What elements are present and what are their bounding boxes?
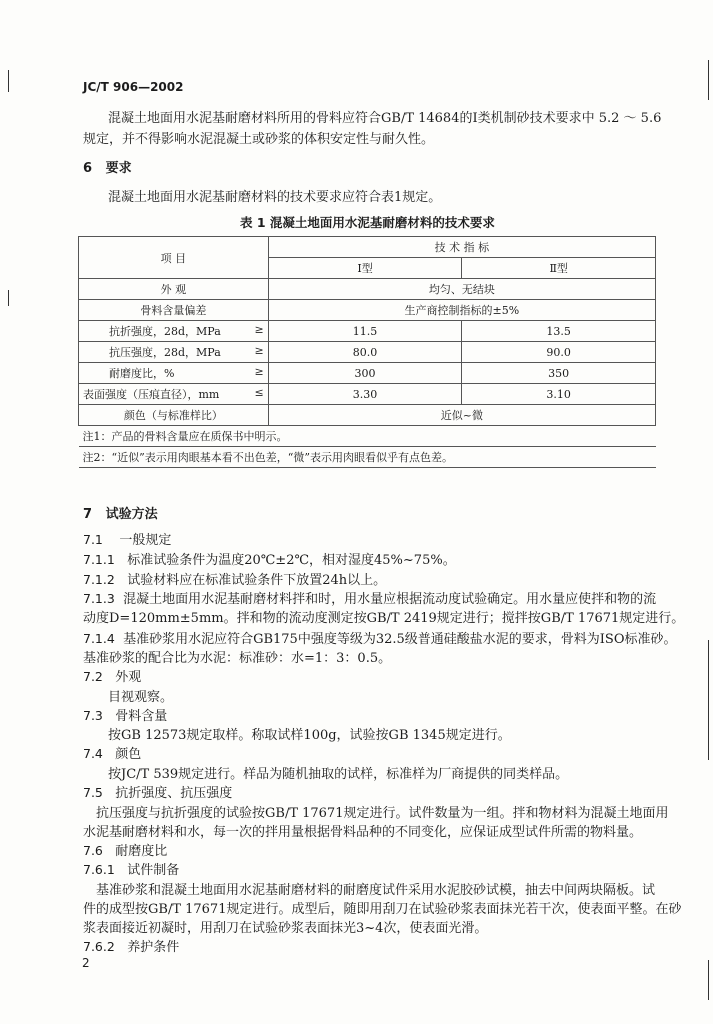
row-item <box>79 342 269 363</box>
clause-number: 7.5 <box>83 785 103 800</box>
clause-line <box>83 569 386 588</box>
table-row <box>79 363 656 384</box>
clause-number: 7.6.2 <box>83 939 115 954</box>
table-row <box>79 279 656 300</box>
section-6-number: 6 <box>83 161 93 176</box>
clause-line <box>83 549 456 568</box>
clause-line <box>96 879 655 898</box>
clause-line <box>83 840 167 859</box>
clause-text: 按JC/T 539规定进行。样品为随机抽取的试样，标准样为厂商提供的同类样品。 <box>108 767 569 782</box>
clause-text: 按GB 12573规定取样。称取试样100g，试验按GB 1345规定进行。 <box>108 728 511 743</box>
section-7-number: 7 <box>83 507 93 522</box>
standard-header: JC/T 906—2002 <box>83 80 184 94</box>
clause-text: 水泥基耐磨材料和水，每一次的拌用量根据骨料品种的不同变化，应保证成型试件所需的物料量。 <box>83 825 643 840</box>
clause-text: 基准砂浆的配合比为水泥：标准砂：水=1：3：0.5。 <box>83 651 392 666</box>
table-caption: 表 1 混凝土地面用水泥基耐磨材料的技术要求 <box>240 215 495 230</box>
clause-text: 养护条件 <box>127 940 180 955</box>
clause-text: 试件制备 <box>127 863 180 878</box>
table-note-1: 注1：产品的骨料含量应在质保书中明示。 <box>79 426 656 447</box>
row-item <box>79 363 269 384</box>
clause-number: 7.1.3 <box>83 591 115 606</box>
table-header-item: 项 目 <box>79 237 269 279</box>
section-6-text: 混凝土地面用水泥基耐磨材料的技术要求应符合表1规定。 <box>108 190 442 205</box>
row-item <box>79 321 269 342</box>
row-value-type2: 350 <box>462 363 656 384</box>
table-row <box>79 300 656 321</box>
clause-line <box>108 763 568 782</box>
clause-line <box>83 666 141 685</box>
clause-line <box>96 802 668 821</box>
clause-line <box>108 724 511 743</box>
row-value: 均匀、无结块 <box>268 279 655 300</box>
clause-text: 混凝土地面用水泥基耐磨材料拌和时，用水量应根据流动度试验确定。用水量应使拌和物的流 <box>123 592 657 607</box>
row-item-sym: ≥ <box>254 344 264 357</box>
clause-line <box>108 686 173 705</box>
clause-line <box>83 782 232 801</box>
section-6-heading <box>83 157 132 176</box>
table-note-2: 注2：“近似”表示用肉眼基本看不出色差，“微”表示用肉眼看似乎有点色差。 <box>79 447 656 468</box>
clause-line <box>83 743 141 762</box>
row-item: 骨料含量偏差 <box>79 300 269 321</box>
row-item-sym: ≥ <box>254 365 264 378</box>
spec-table <box>78 236 656 468</box>
section-7-heading <box>83 503 158 522</box>
table-header-type2: Ⅱ型 <box>462 258 656 279</box>
clause-line <box>83 705 167 724</box>
clause-text: 标准试验条件为温度20℃±2℃，相对湿度45%~75%。 <box>127 553 456 568</box>
table-row <box>79 342 656 363</box>
row-item: 颜色（与标准样比） <box>79 405 269 426</box>
row-value-type2: 90.0 <box>462 342 656 363</box>
clause-text: 目视观察。 <box>108 690 174 705</box>
clause-line <box>83 607 684 626</box>
clause-line <box>83 821 642 840</box>
row-value-type1: 3.30 <box>268 384 462 405</box>
row-item-text: 抗压强度，28d，MPa <box>109 346 221 359</box>
row-value-type1: 80.0 <box>268 342 462 363</box>
clause-text: 颜色 <box>115 747 142 762</box>
row-item-text: 表面强度（压痕直径），mm <box>83 388 220 401</box>
clause-text: 一般规定 <box>119 533 172 548</box>
clause-text: 基准砂浆用水泥应符合GB175中强度等级为32.5级普通硅酸盐水泥的要求，骨料为ISO标准砂。 <box>123 632 677 647</box>
scan-mark-left <box>8 70 9 92</box>
row-item-text: 抗折强度，28d，MPa <box>109 325 221 338</box>
clause-line <box>83 647 391 666</box>
clause-number: 7.1.1 <box>83 552 115 567</box>
clause-text: 试验材料应在标准试验条件下放置24h以上。 <box>127 573 387 588</box>
clause-text: 浆表面接近初凝时，用刮刀在试验砂浆表面抹光3~4次，使表面光滑。 <box>83 921 488 936</box>
clause-line <box>83 936 179 955</box>
row-item <box>79 384 269 405</box>
row-value: 近似~微 <box>268 405 655 426</box>
clause-text: 抗折强度、抗压强度 <box>115 786 233 801</box>
scan-mark-right <box>708 640 709 760</box>
scan-mark-right <box>708 960 709 1000</box>
clause-number: 7.1.2 <box>83 572 115 587</box>
intro-line-2: 规定，并不得影响水泥混凝土或砂浆的体积安定性与耐久性。 <box>83 132 435 147</box>
intro-line-1: 混凝土地面用水泥基耐磨材料所用的骨料应符合GB/T 14684的Ⅰ类机制砂技术要求中 5.2 ～ 5.6 <box>108 111 662 126</box>
clause-text: 抗压强度与抗折强度的试验按GB/T 17671规定进行。试件数量为一组。拌和物材料为混凝土地面用 <box>96 806 669 821</box>
row-value-type2: 13.5 <box>462 321 656 342</box>
clause-text: 骨料含量 <box>115 709 168 724</box>
clause-line <box>83 628 676 647</box>
table-header-index: 技 术 指 标 <box>268 237 655 258</box>
row-value-type1: 300 <box>268 363 462 384</box>
clause-number: 7.6 <box>83 843 103 858</box>
clause-number: 7.6.1 <box>83 862 115 877</box>
clause-number: 7.2 <box>83 669 103 684</box>
row-value: 生产商控制指标的±5% <box>268 300 655 321</box>
clause-text: 耐磨度比 <box>115 844 168 859</box>
clause-number: 7.4 <box>83 746 103 761</box>
row-value-type2: 3.10 <box>462 384 656 405</box>
table-row <box>79 405 656 426</box>
page-number: 2 <box>82 956 90 970</box>
clause-line <box>83 917 487 936</box>
table-row <box>79 384 656 405</box>
clause-line <box>83 898 681 917</box>
clause-text: 件的成型按GB/T 17671规定进行。成型后，随即用刮刀在试验砂浆表面抹光若干次，使表面平整。在砂 <box>83 902 682 917</box>
table-row <box>79 321 656 342</box>
clause-number: 7.3 <box>83 708 103 723</box>
row-value-type1: 11.5 <box>268 321 462 342</box>
clause-line <box>83 859 179 878</box>
clause-text: 基准砂浆和混凝土地面用水泥基耐磨材料的耐磨度试件采用水泥胶砂试模，抽去中间两块隔板。试 <box>96 883 656 898</box>
clause-line <box>83 588 656 607</box>
section-7-title: 试验方法 <box>105 507 158 522</box>
clause-number: 7.1 <box>83 532 103 547</box>
clause-text: 动度D=120mm±5mm。拌和物的流动度测定按GB/T 2419规定进行；搅拌按GB/T 17671规定进行。 <box>83 611 685 626</box>
scan-mark-left <box>8 290 9 306</box>
row-item-sym: ≥ <box>254 323 264 336</box>
row-item-text: 耐磨度比，% <box>109 367 175 380</box>
table-header-type1: Ⅰ型 <box>268 258 462 279</box>
scan-mark-right <box>708 60 709 100</box>
clause-number: 7.1.4 <box>83 631 115 646</box>
clause-line <box>83 529 171 548</box>
row-item-sym: ≤ <box>254 386 264 399</box>
clause-text: 外观 <box>115 670 142 685</box>
section-6-title: 要求 <box>105 161 132 176</box>
row-item: 外 观 <box>79 279 269 300</box>
